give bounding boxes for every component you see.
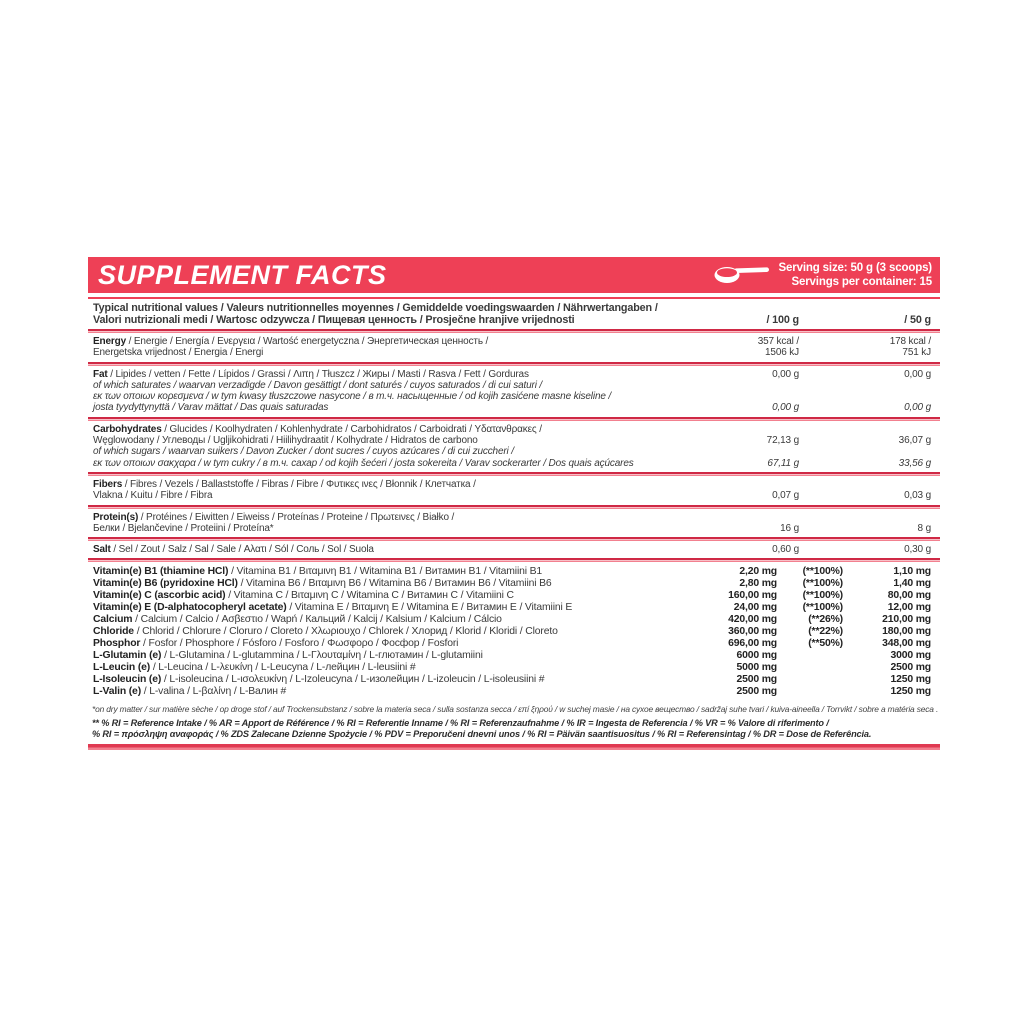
page-title: SUPPLEMENT FACTS — [98, 259, 387, 290]
nutrient-names: Protein(s) / Protéines / Eiwitten / Eiweiss / Proteínas / Proteine / Πρωτεινες / Białko / — [93, 511, 455, 523]
scoop-icon — [714, 262, 770, 289]
micronutrient-names: Vitamin(e) E (D-alphatocopheryl acetate) / Vitamina E / Βιταμινη E / Witamina E / Витамин E / Vitamiini E — [93, 602, 573, 614]
nutrient-names: Fat / Lipides / vetten / Fette / Lípidos / Grassi / Λιπη / Tłuszcz / Жиры / Masti / Rasva / Fett / Gorduras — [93, 368, 529, 380]
value-per-100g: 696,00 mg — [728, 638, 777, 650]
micronutrient-line — [93, 686, 935, 698]
nutrient-line — [93, 458, 935, 469]
value-per-100g: 357 kcal / — [757, 336, 799, 347]
footnote-ri-line1: ** % RI = Reference Intake / % AR = Apport de Référence / % RI = Referentie Inname / % RI = Referenzaufnahme / % IR = Ingesta de Referencia / % VR = % Valore di riferimento / — [92, 718, 829, 729]
nutrient-line — [93, 446, 935, 457]
micronutrient-line — [93, 566, 935, 578]
value-per-100g: 2500 mg — [736, 686, 777, 698]
footnote-ri-line2: % RI = πρόσληψη αναφοράς / % ZDS Zalecane Dzienne Spożycie / % PDV = Preporučeni dnevni unos / % RI = Päivän saantisuositus / % RI = Referensintag / % DR = Dose de Referência. — [92, 729, 872, 740]
value-per-50g: 0,30 g — [904, 544, 931, 556]
section-carbohydrates — [88, 421, 940, 472]
table-header-line1: Typical nutritional values / Valeurs nutritionnelles moyennes / Gemiddelde voedingswaarden / Nährwertangaben / — [93, 302, 658, 314]
reference-intake-percent — [777, 686, 843, 698]
serving-info — [714, 261, 932, 290]
value-per-50g — [799, 446, 935, 457]
footnote-reference-intake — [92, 718, 936, 740]
micronutrient-line — [93, 626, 935, 638]
value-per-50g — [799, 479, 935, 490]
value-per-100g: 72,13 g — [766, 435, 799, 447]
reference-intake-percent: (**26%) — [808, 614, 843, 626]
nutrient-names: Vlakna / Kuitu / Fibre / Fibra — [93, 490, 213, 502]
section-proteins — [88, 509, 940, 538]
nutrient-line — [93, 424, 935, 435]
reference-intake-percent — [777, 662, 843, 674]
value-per-100g: 24,00 mg — [733, 602, 777, 614]
value-per-50g: 8 g — [917, 522, 931, 534]
value-per-100g: 16 g — [780, 522, 799, 534]
reference-intake-percent: (**22%) — [808, 626, 843, 638]
serving-size: Serving size: 50 g (3 scoops) — [778, 261, 932, 274]
value-per-50g — [799, 380, 935, 391]
micro-rows — [88, 562, 940, 701]
value-per-50g: 1250 mg — [890, 686, 931, 698]
reference-intake-percent: (**50%) — [808, 638, 843, 650]
value-per-100g: 0,07 g — [772, 490, 799, 502]
value-per-50g: 1,10 mg — [893, 566, 931, 578]
value-per-100g: 420,00 mg — [728, 614, 777, 626]
nutrient-line — [93, 347, 935, 358]
nutrient-names: Carbohydrates / Glucides / Koolhydraten / Kohlenhydrate / Carbohidratos / Carboidrati / Υδατανθρακες / — [93, 423, 542, 435]
value-per-100g: 0,00 g — [772, 368, 799, 380]
value-per-100g: 0,00 g — [772, 402, 799, 414]
micronutrient-line — [93, 602, 935, 614]
micronutrient-names: L-Leucin (e) / L-Leucina / L-λευκίνη / L-Leucyna / L-лейцин / L-leusiini # — [93, 662, 416, 674]
main-rows — [88, 333, 940, 562]
reference-intake-percent — [777, 674, 843, 686]
value-per-50g: 33,56 g — [898, 457, 931, 469]
value-per-50g: 80,00 mg — [887, 590, 931, 602]
value-per-50g: 1250 mg — [890, 674, 931, 686]
value-per-50g: 1,40 mg — [893, 578, 931, 590]
micronutrient-line — [93, 650, 935, 662]
nutrient-line — [93, 369, 935, 380]
servings-per-container: Servings per container: 15 — [791, 276, 932, 288]
value-per-100g — [689, 380, 799, 391]
nutrient-names: of which saturates / waarvan verzadigde / Davon gesättigt / dont saturés / cuyos saturados / di cui saturi / — [93, 379, 543, 391]
nutrient-names: εκ των οποιων κορεσμενα / w tym kwasy tłuszczowe nasycone / в т.ч. насыщенные / od kojih zasićene masne kiseline / — [93, 391, 612, 403]
bottom-bar — [88, 744, 940, 750]
micronutrient-line — [93, 578, 935, 590]
micronutrient-names: Phosphor / Fosfor / Phosphore / Fósforo / Fosforo / Φωσφορο / Фосфор / Fosfori — [93, 638, 459, 650]
micronutrient-names: Vitamin(e) C (ascorbic acid) / Vitamina C / Βιταμινη C / Witamina C / Витамин C / Vitamiini C — [93, 590, 514, 602]
micronutrient-names: Calcium / Calcium / Calcio / Ασβεστιο / Wapń / Кальций / Kalcij / Kalsium / Kalcium / Cálcio — [93, 614, 502, 626]
column-header-50g: / 50 g — [904, 313, 931, 326]
nutrient-names: Белки / Bjelančevine / Proteiini / Proteína* — [93, 522, 274, 534]
value-per-50g — [799, 424, 935, 435]
value-per-50g: 36,07 g — [898, 435, 931, 447]
micronutrient-line — [93, 614, 935, 626]
value-per-100g: 2500 mg — [736, 674, 777, 686]
nutrient-names: of which sugars / waarvan suikers / Davon Zucker / dont sucres / cuyos azúcares / di cui zuccheri / — [93, 446, 514, 458]
value-per-100g: 0,60 g — [772, 544, 799, 556]
section-energy — [88, 333, 940, 362]
reference-intake-percent: (**100%) — [802, 566, 843, 578]
nutrient-names: εκ των οποιων σακχαρα / w tym cukry / в т.ч. сахар / od kojih šećeri / josta sokereita / Varav sockerarter / Dos quais açúcares — [93, 457, 634, 469]
value-per-100g — [689, 512, 799, 523]
value-per-100g — [689, 446, 799, 457]
value-per-100g: 360,00 mg — [728, 626, 777, 638]
nutrient-names: Energetska vrijednost / Energia / Energi — [93, 347, 264, 359]
value-per-50g — [799, 512, 935, 523]
nutrient-names: Fibers / Fibres / Vezels / Ballaststoffe / Fibras / Fibre / Φυτικες ινες / Błonnik / Клетчатка / — [93, 478, 476, 490]
micronutrient-line — [93, 662, 935, 674]
micronutrient-names: L-Valin (e) / L-valina / L-βαλίνη / L-Валин # — [93, 686, 287, 698]
micronutrient-names: Vitamin(e) B1 (thiamine HCl) / Vitamina B1 / Βιταμινη B1 / Witamina B1 / Витамин B1 / Vitamiini B1 — [93, 566, 543, 578]
table-header-line2: Valori nutrizionali medi / Wartosc odzywcza / Пищевая ценность / Prosječne hranjive vrijednosti — [93, 313, 575, 326]
nutrient-names: josta tyydyttynyttä / Varav mättat / Das quais saturadas — [93, 402, 329, 414]
nutrient-line — [93, 380, 935, 391]
section-salt — [88, 541, 940, 558]
value-per-100g: 1506 kJ — [765, 347, 799, 359]
section-fibers — [88, 476, 940, 505]
value-per-50g: 0,00 g — [904, 402, 931, 414]
reference-intake-percent: (**100%) — [802, 602, 843, 614]
value-per-50g: 180,00 mg — [882, 626, 931, 638]
value-per-50g — [799, 391, 935, 402]
nutrient-line — [93, 402, 935, 413]
serving-text — [778, 261, 932, 290]
micronutrient-names: L-Isoleucin (e) / L-isoleucina / L-ισολευκίνη / L-Izoleucyna / L-изолейцин / L-izoleucin / L-isoleusiini # — [93, 674, 545, 686]
nutrient-line — [93, 544, 935, 555]
micronutrient-line — [93, 674, 935, 686]
nutrient-names: Węglowodany / Углеводы / Ugljikohidrati / Hiilihydraatit / Kolhydrate / Hidratos de carbono — [93, 435, 478, 447]
value-per-100g: 160,00 mg — [728, 590, 777, 602]
nutrient-names: Energy / Energie / Energía / Ενεργεια / Wartość energetyczna / Энергетическая ценность / — [93, 336, 489, 347]
value-per-50g: 12,00 mg — [887, 602, 931, 614]
value-per-50g: 3000 mg — [890, 650, 931, 662]
section-fat — [88, 366, 940, 417]
reference-intake-percent: (**100%) — [802, 578, 843, 590]
micronutrient-line — [93, 638, 935, 650]
value-per-100g — [689, 479, 799, 490]
value-per-50g: 2500 mg — [890, 662, 931, 674]
value-per-100g: 5000 mg — [736, 662, 777, 674]
micronutrient-names: Chloride / Chlorid / Chlorure / Cloruro / Cloreto / Χλωριουχο / Chlorek / Хлорид / Klorid / Kloridi / Cloreto — [93, 626, 558, 638]
value-per-100g: 2,20 mg — [739, 566, 777, 578]
nutrient-line — [93, 435, 935, 446]
supplement-facts-label — [88, 257, 940, 750]
value-per-50g: 751 kJ — [902, 347, 931, 359]
footnotes — [88, 701, 940, 742]
value-per-50g: 178 kcal / — [889, 336, 931, 347]
value-per-100g: 6000 mg — [736, 650, 777, 662]
value-per-100g: 2,80 mg — [739, 578, 777, 590]
nutrient-line — [93, 479, 935, 490]
table-header — [88, 299, 940, 329]
table-header-text — [93, 303, 689, 326]
nutrient-line — [93, 512, 935, 523]
footnote-dry-matter: *on dry matter / sur matière sèche / op droge stof / auf Trockensubstanz / sobre la materia seca / sulla sostanza secca / επί ξηρού / w suchej masie / на сухое вещество / sadržaj suhe tvari / kuiva-aineella / Torrvikt / sobre a matéria seca . — [92, 704, 939, 715]
nutrient-line — [93, 391, 935, 402]
value-per-100g — [689, 424, 799, 435]
value-per-50g: 0,03 g — [904, 490, 931, 502]
reference-intake-percent: (**100%) — [802, 590, 843, 602]
column-header-100g: / 100 g — [766, 313, 799, 326]
value-per-100g — [689, 391, 799, 402]
micronutrient-line — [93, 590, 935, 602]
value-per-100g: 67,11 g — [767, 457, 799, 469]
nutrient-names: Salt / Sel / Zout / Salz / Sal / Sale / Αλατι / Sól / Соль / Sol / Suola — [93, 544, 374, 556]
nutrient-line — [93, 336, 935, 347]
value-per-50g: 348,00 mg — [882, 638, 931, 650]
nutrient-line — [93, 523, 935, 534]
reference-intake-percent — [777, 650, 843, 662]
micronutrient-names: Vitamin(e) B6 (pyridoxine HCl) / Vitamina B6 / Βιταμινη B6 / Witamina B6 / Витамин B6 / Vitamiini B6 — [93, 578, 552, 590]
micronutrient-names: L-Glutamin (e) / L-Glutamina / L-glutammina / L-Γλουταμίνη / L-глютамин / L-glutamiini — [93, 650, 483, 662]
value-per-50g: 0,00 g — [904, 368, 931, 380]
nutrient-line — [93, 490, 935, 501]
value-per-50g: 210,00 mg — [882, 614, 931, 626]
header-bar — [88, 257, 940, 293]
